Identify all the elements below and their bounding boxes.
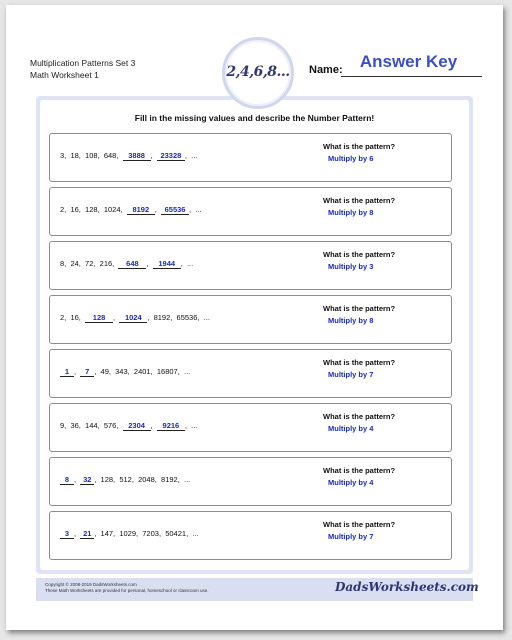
name-label: Name: <box>309 64 343 76</box>
sequence-value: 49 <box>100 367 109 376</box>
pattern-answer: Multiply by 8 <box>328 316 374 325</box>
sequence-value: 36 <box>70 421 79 430</box>
sequence-value: 9 <box>60 421 65 430</box>
sequence-value: ... <box>195 205 202 214</box>
sequence-value: 147 <box>100 529 114 538</box>
problem-row <box>49 403 452 452</box>
sequence-value: 8 <box>60 259 65 268</box>
sequence-value: ... <box>203 313 210 322</box>
answer-blank: 648 <box>118 259 146 269</box>
number-sequence: 2, 16, 128 , 1024 , 8192, 65536, ... <box>60 313 210 322</box>
number-sequence: 2, 16, 128, 1024, 8192 , 65536 , ... <box>60 205 202 214</box>
sequence-value: ... <box>184 475 191 484</box>
pattern-answer: Multiply by 4 <box>328 424 374 433</box>
logo-badge <box>222 37 294 109</box>
problem-row <box>49 295 452 344</box>
problem-row <box>49 349 452 398</box>
sequence-value: 2 <box>60 205 65 214</box>
pattern-answer: Multiply by 8 <box>328 208 374 217</box>
sequence-value: 512 <box>119 475 132 484</box>
sequence-value: ... <box>192 529 199 538</box>
answer-blank: 8192 <box>127 205 155 215</box>
problem-row <box>49 187 452 236</box>
answer-blank: 3888 <box>123 151 151 161</box>
problem-row <box>49 457 452 506</box>
pattern-answer: Multiply by 7 <box>328 370 374 379</box>
problem-row <box>49 133 452 182</box>
number-sequence: 3 , 21 , 147, 1029, 7203, 50421, ... <box>60 529 199 539</box>
sequence-value: 1029 <box>119 529 136 538</box>
number-sequence: 8, 24, 72, 216, 648 , 1944 , ... <box>60 259 194 268</box>
worksheet-number: Math Worksheet 1 <box>30 70 99 80</box>
answer-blank: 1944 <box>153 259 181 269</box>
answer-blank: 65536 <box>161 205 189 215</box>
answer-blank: 1 <box>60 367 74 377</box>
pattern-answer: Multiply by 3 <box>328 262 374 271</box>
sequence-value: 24 <box>70 259 79 268</box>
copyright <box>45 582 209 594</box>
name-underline <box>341 76 482 77</box>
pattern-question: What is the pattern? <box>323 196 396 205</box>
pattern-question: What is the pattern? <box>323 358 396 367</box>
pattern-question: What is the pattern? <box>323 304 396 313</box>
sequence-value: 1024 <box>103 205 121 214</box>
sequence-value: 128 <box>100 475 114 484</box>
title-block <box>30 57 135 81</box>
sequence-value: 576 <box>103 421 117 430</box>
answer-key-title: Answer Key <box>359 52 458 71</box>
sequence-value: ... <box>184 367 191 376</box>
sequence-value: 216 <box>99 259 113 268</box>
problem-row <box>49 241 452 290</box>
answer-blank: 32 <box>80 475 94 485</box>
answer-blank: 21 <box>80 529 94 539</box>
number-sequence: 1 , 7 , 49, 343, 2401, 16807, ... <box>60 367 190 377</box>
pattern-question: What is the pattern? <box>323 466 396 475</box>
problem-row <box>49 511 452 560</box>
sequence-value: 343 <box>115 367 128 376</box>
sequence-value: 18 <box>70 151 79 160</box>
sequence-value: 648 <box>103 151 117 160</box>
sequence-value: 8192 <box>153 313 171 322</box>
sequence-value: 65536 <box>176 313 198 322</box>
answer-blank: 9216 <box>157 421 185 431</box>
sequence-value: ... <box>186 259 194 268</box>
answer-blank: 1024 <box>119 313 147 323</box>
pattern-answer: Multiply by 6 <box>328 154 374 163</box>
copyright-line: Copyright © 2008-2019 DadsWorksheets.com <box>45 582 137 587</box>
answer-blank: 2304 <box>123 421 151 431</box>
answer-blank: 128 <box>85 313 113 323</box>
sequence-value: 72 <box>85 259 94 268</box>
sequence-value: 50421 <box>165 529 187 538</box>
pattern-answer: Multiply by 4 <box>328 478 374 487</box>
sequence-value: 144 <box>85 421 98 430</box>
number-sequence: 9, 36, 144, 576, 2304 , 9216 , ... <box>60 421 198 430</box>
set-title: Multiplication Patterns Set 3 <box>30 58 136 68</box>
sequence-value: 16807 <box>156 367 178 376</box>
sequence-value: 2 <box>60 313 65 322</box>
answer-blank: 7 <box>80 367 94 377</box>
sequence-value: 7203 <box>142 529 159 538</box>
sequence-value: ... <box>191 151 198 160</box>
sequence-value: 16 <box>70 205 79 214</box>
sequence-value: 2048 <box>138 475 155 484</box>
pattern-answer: Multiply by 7 <box>328 532 374 541</box>
sequence-value: 3 <box>60 151 65 160</box>
pattern-question: What is the pattern? <box>323 250 396 259</box>
sequence-value: 8192 <box>161 475 178 484</box>
sequence-value: 108 <box>85 151 98 160</box>
logo-text: 2,4,6,8... <box>226 64 290 80</box>
answer-blank: 23328 <box>157 151 185 161</box>
pattern-question: What is the pattern? <box>323 142 396 151</box>
pattern-question: What is the pattern? <box>323 412 396 421</box>
sequence-value: 16 <box>70 313 79 322</box>
number-sequence: 3, 18, 108, 648, 3888 , 23328 , ... <box>60 151 198 160</box>
sequence-value: 128 <box>85 205 98 214</box>
pattern-question: What is the pattern? <box>323 520 396 529</box>
instructions: Fill in the missing values and describe the Number Pattern! <box>134 113 375 123</box>
sequence-value: ... <box>191 421 198 430</box>
answer-blank: 8 <box>60 475 74 485</box>
answer-blank: 3 <box>60 529 74 539</box>
usage-line: These Math Worksheets are provided for personal, homeschool or classroom use. <box>45 588 209 593</box>
sequence-value: 2401 <box>133 367 151 376</box>
number-sequence: 8 , 32 , 128, 512, 2048, 8192, ... <box>60 475 190 485</box>
brand-logo: DadsWorksheets.com <box>335 580 479 594</box>
